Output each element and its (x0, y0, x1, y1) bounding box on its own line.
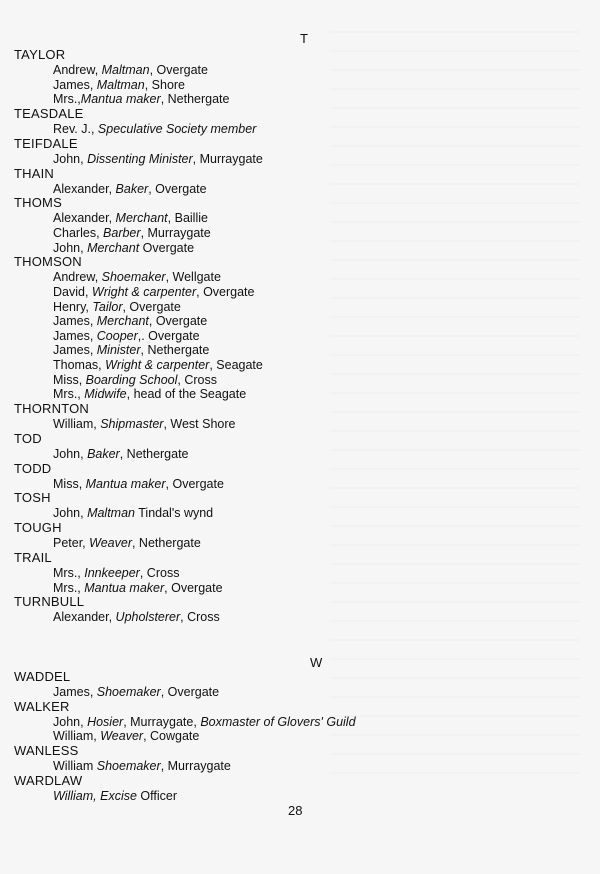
entry-text: , Overgate (148, 314, 208, 329)
entry-text: William (53, 759, 97, 774)
occupation-text: Shoemaker (96, 685, 161, 699)
entry-text: John, (53, 446, 88, 461)
occupation-text: Speculative Society member (97, 122, 257, 136)
occupation-text: Boxmaster of Glovers' Guild (200, 714, 356, 729)
entry-text: Andrew, (53, 63, 102, 77)
directory-entry (53, 477, 224, 491)
occupation-text: Wright & carpenter (91, 285, 197, 299)
entry-text: , Cross (177, 372, 217, 387)
surname-heading: THOMSON (14, 254, 82, 270)
occupation-text: Mantua maker (85, 476, 166, 491)
occupation-text: Cooper (96, 328, 138, 343)
entry-text: Henry, (53, 299, 93, 314)
entry-text: Miss, (53, 476, 86, 491)
entry-text: Officer (136, 789, 177, 803)
entry-text: Mrs., (53, 92, 81, 107)
entry-text: John, (53, 714, 88, 729)
entry-text: , Murraygate (160, 759, 231, 774)
entry-text: Peter, (53, 536, 90, 551)
entry-text: , Cowgate (143, 729, 200, 744)
directory-entry (53, 300, 181, 314)
entry-text: Tindal's wynd (135, 506, 214, 521)
entry-text: John, (53, 240, 88, 255)
surname-heading: THOMS (14, 195, 62, 211)
surname-heading: WALKER (14, 698, 70, 714)
directory-entry (53, 536, 201, 550)
entry-text: Mrs., (53, 580, 85, 595)
surname-heading: WARDLAW (14, 773, 83, 788)
entry-text: Alexander, (53, 181, 116, 196)
surname-heading: TAYLOR (14, 47, 66, 62)
occupation-text: Mantua maker (84, 580, 165, 595)
entry-text: , head of the Seagate (126, 387, 247, 402)
directory-entry (53, 729, 199, 743)
surname-heading: TODD (14, 460, 52, 476)
surname-heading: TEASDALE (14, 106, 84, 121)
entry-text: John, (53, 151, 88, 166)
directory-entry (53, 715, 356, 729)
occupation-text: Upholsterer (115, 610, 181, 625)
entry-text: James, (53, 77, 97, 92)
directory-entry (53, 329, 200, 343)
occupation-text: Weaver (100, 729, 144, 744)
directory-entry (53, 211, 208, 225)
occupation-text: Dissenting Minister (87, 151, 193, 166)
occupation-text: Merchant (87, 240, 140, 255)
occupation-text: Merchant (96, 314, 149, 329)
entry-text: , Baillie (167, 211, 208, 226)
entry-text: David, (53, 285, 92, 299)
occupation-text: Maltman (96, 77, 145, 92)
occupation-text: Baker (115, 181, 149, 196)
surname-heading: THAIN (14, 165, 54, 181)
directory-entry (53, 387, 246, 401)
occupation-text: Boarding School (85, 372, 178, 387)
entry-text: , Overgate (196, 285, 255, 299)
entry-text: , Seagate (209, 358, 263, 372)
surname-heading: TURNBULL (14, 594, 85, 610)
directory-entry (53, 610, 220, 624)
entry-text: , Nethergate (119, 446, 189, 461)
directory-entry (53, 506, 213, 520)
entry-text: Overgate (139, 240, 195, 255)
entry-text: Miss, (53, 372, 86, 387)
directory-entry (53, 122, 256, 136)
section-letter: W (310, 655, 323, 670)
entry-text: , Murraygate, (123, 714, 201, 729)
entry-text: , Overgate (165, 476, 224, 491)
entry-text: Charles, (53, 226, 104, 240)
occupation-text: Shoemaker (101, 270, 166, 285)
page-number: 28 (288, 803, 303, 818)
entry-text: Alexander, (53, 211, 116, 226)
occupation-text: Weaver (89, 536, 132, 551)
section-letter: T (300, 31, 308, 46)
directory-entry (53, 152, 263, 166)
entry-text: , Cross (139, 566, 180, 580)
directory-entry (53, 447, 189, 461)
entry-text: , Nethergate (140, 343, 210, 358)
surname-heading: TOSH (14, 490, 51, 506)
surname-heading: TOUGH (14, 520, 62, 536)
directory-entry (53, 270, 221, 284)
entry-text: , Wellgate (165, 270, 221, 285)
directory-entry (53, 63, 208, 77)
entry-text: John, (53, 506, 88, 521)
entry-text: , Cross (180, 610, 220, 625)
occupation-text: Merchant (115, 211, 168, 226)
occupation-text: Maltman (101, 63, 150, 77)
directory-entry (53, 581, 223, 595)
occupation-text: Shoemaker (96, 759, 161, 774)
entry-text: James, (53, 685, 97, 699)
directory-entry (53, 566, 179, 580)
entry-text: Thomas, (53, 358, 106, 372)
entry-text: Rev. J., (53, 122, 98, 136)
directory-entry (53, 358, 263, 372)
occupation-text: Tailor (92, 299, 123, 314)
directory-entry (53, 343, 209, 357)
occupation-text: Hosier (87, 714, 124, 729)
entry-text: Alexander, (53, 610, 116, 625)
entry-text: , Overgate (164, 580, 223, 595)
directory-entry (53, 226, 211, 240)
occupation-text: Baker (87, 446, 120, 461)
entry-text: , Overgate (160, 685, 220, 699)
surname-heading: TEIFDALE (14, 135, 78, 151)
surname-heading: TRAIL (14, 550, 52, 565)
entry-text: Mrs., (53, 566, 85, 580)
directory-entry (53, 685, 219, 699)
surname-heading: WADDEL (14, 669, 71, 684)
entry-text: James, (53, 328, 97, 343)
entry-text: , Shore (144, 77, 186, 92)
entry-text: , Murraygate (140, 226, 211, 240)
occupation-text: Midwife (84, 387, 127, 402)
entry-text: ,. Overgate (137, 328, 200, 343)
surname-heading: THORNTON (14, 401, 90, 416)
occupation-text: Innkeeper (84, 566, 140, 580)
occupation-text: William, Excise (53, 789, 137, 803)
occupation-text: Wright & carpenter (105, 358, 210, 372)
show-through-text (330, 14, 580, 774)
directory-entry (53, 314, 207, 328)
surname-heading: TOD (14, 430, 42, 446)
occupation-text: Barber (103, 226, 141, 240)
entry-text: William, (53, 729, 101, 744)
entry-text: , Nethergate (160, 92, 230, 107)
directory-entry (53, 285, 255, 299)
entry-text: , Overgate (122, 299, 181, 314)
entry-text: , West Shore (163, 417, 236, 431)
entry-text: , Overgate (149, 63, 208, 77)
entry-text: , Murraygate (192, 151, 263, 166)
directory-entry (53, 92, 229, 106)
directory-entry (53, 789, 177, 803)
directory-entry (53, 373, 217, 387)
entry-text: , Overgate (148, 181, 207, 196)
entry-text: Mrs., (53, 387, 85, 402)
occupation-text: Minister (96, 343, 141, 358)
directory-entry (53, 182, 207, 196)
entry-text: James, (53, 343, 97, 358)
entry-text: James, (53, 314, 97, 329)
entry-text: , Nethergate (131, 536, 201, 551)
entry-text: William, (53, 417, 101, 431)
directory-entry (53, 241, 194, 255)
occupation-text: Shipmaster (100, 417, 164, 431)
surname-heading: WANLESS (14, 743, 79, 759)
entry-text: Andrew, (53, 270, 102, 285)
occupation-text: Maltman (87, 506, 135, 521)
directory-entry (53, 759, 231, 773)
directory-entry (53, 417, 235, 431)
directory-entry (53, 78, 185, 92)
occupation-text: Mantua maker (80, 92, 161, 107)
